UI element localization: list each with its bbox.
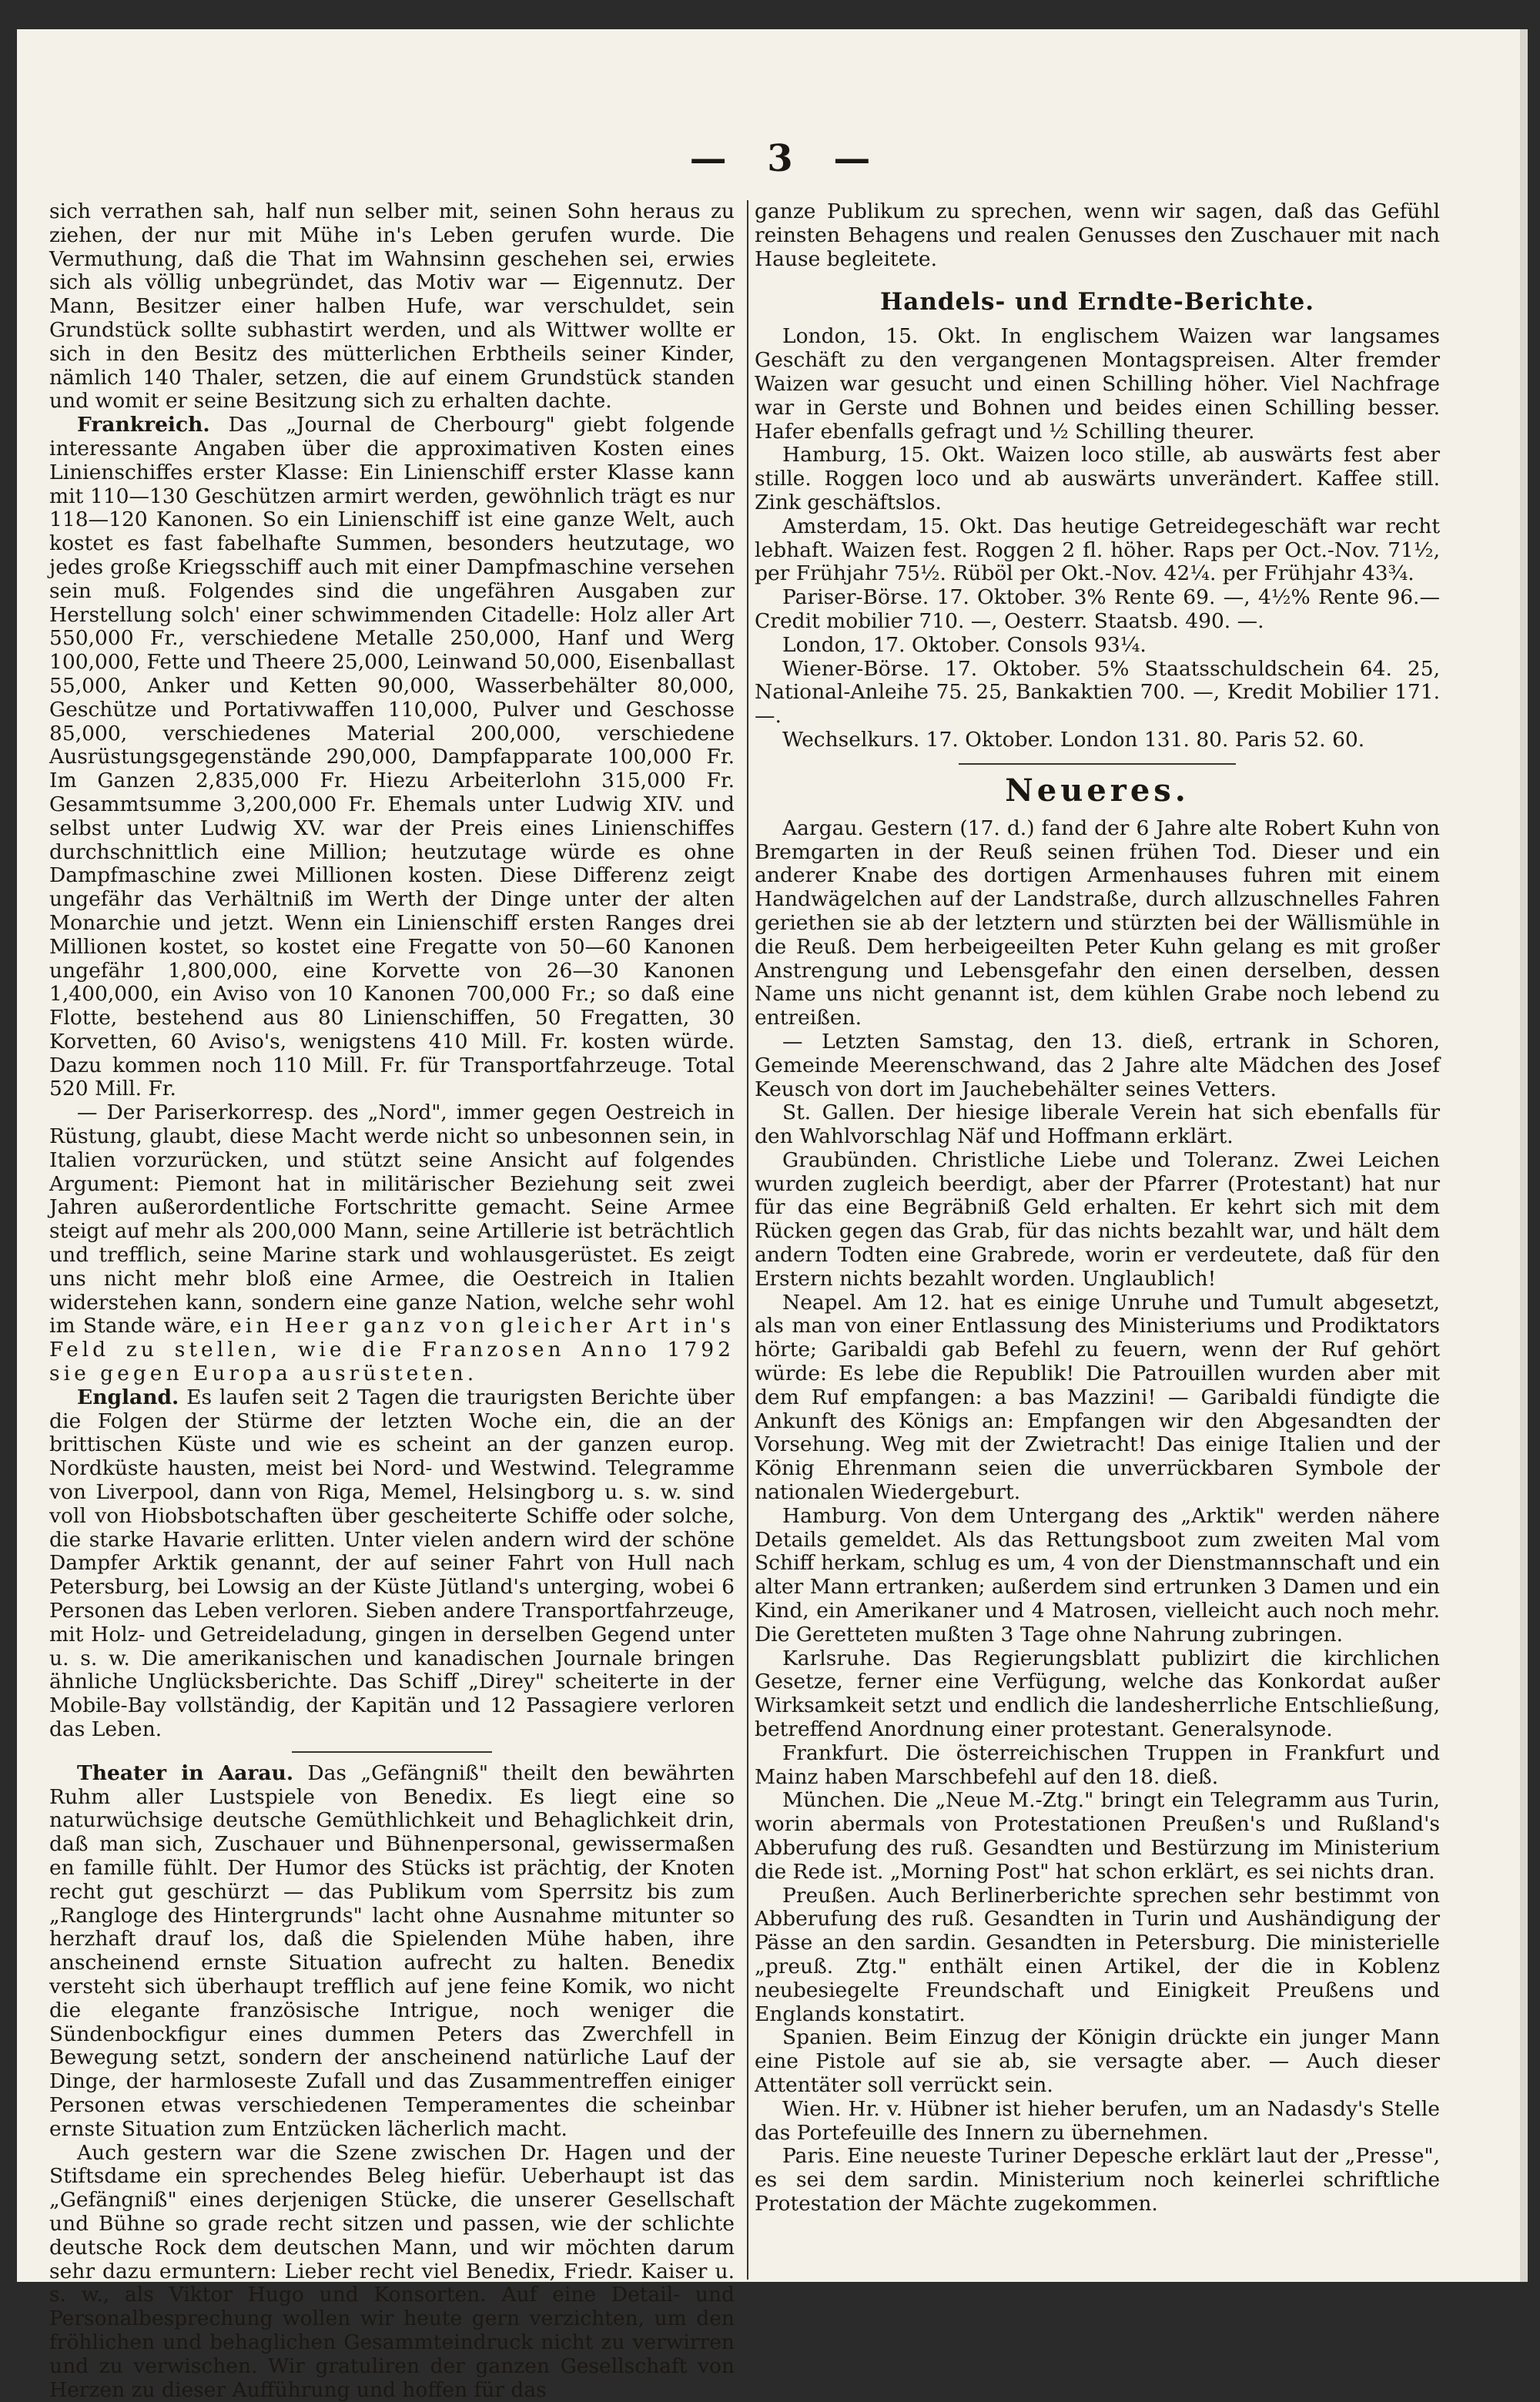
report-hamburg: Hamburg, 15. Okt. Waizen loco stille, ab auswärts fest aber stille. Roggen loco und ab auswärts unverändert. Kaffee still. Zink geschäftslos.	[755, 443, 1440, 514]
news-paris: Paris. Eine neueste Turiner Depesche erklärt laut der „Presse", es sei dem sardin. Ministerium noch keinerlei schriftliche Protestation der Mächte zugekommen.	[755, 2144, 1440, 2216]
news-muenchen: München. Die „Neue M.-Ztg." bringt ein Telegramm aus Turin, worin abermals von Protestationen Preußen's und Rußland's Abberufung des ruß. Gesandten und Bestürzung im Ministerium die Rede ist. „Morning Post" hat schon erklärt, es sei nichts dran.	[755, 1788, 1440, 1884]
boerse-london: London, 17. Oktober. Consols 93¼.	[782, 632, 1147, 657]
report-amsterdam: Amsterdam, 15. Okt. Das heutige Getreidegeschäft war recht lebhaft. Waizen fest. Roggen 2 fl. höher. Raps per Oct.-Nov. 71½, per Frühjahr 75½. Rüböl per Okt.-Nov. 42¼. per Frühjahr 43¾.	[755, 514, 1440, 586]
news-schoren: — Letzten Samstag, den 13. dieß, ertrank in Schoren, Gemeinde Meerenschwand, das 2 Jahre alte Mädchen des Josef Keusch von dort im Jauchebehälter seines Vetters.	[755, 1029, 1440, 1101]
news-graubuenden: Graubünden. Christliche Liebe und Toleranz. Zwei Leichen wurden zugleich beerdigt, aber der Pfarrer (Protestant) hat nur für das eine Begräbniß Geld erhalten. Er kehrt sich mit dem Rücken gegen das Grab, für das nichts bezahlt war, und hält dem andern Todten eine Grabrede, worin er verdeutete, daß für den Erstern nichts bezahlt worden. Unglaublich!	[755, 1147, 1440, 1291]
news-hamburg: Hamburg. Von dem Untergang des „Arktik" werden nähere Details gemeldet. Als das Rettungsboot zum zweiten Mal vom Schiff herkam, schlug es um, 4 von der Dienstmannschaft und ein alter Mann ertranken; außerdem sind ertrunken 3 Damen und ein Kind, ein Amerikaner und 4 Matrosen, vielleicht auch noch mehr. Die Geretteten mußten 3 Tage ohne Nahrung zubringen.	[755, 1503, 1440, 1647]
heading-england: England.	[77, 1385, 179, 1409]
news-wien: Wien. Hr. v. Hübner ist hieher berufen, um an Nadasdy's Stelle das Portefeuille des Innern zu übernehmen.	[755, 2096, 1440, 2145]
page-number: — 3 —	[689, 137, 885, 180]
divider	[292, 1751, 492, 1753]
text-nord-spaced: ein Heer ganz von gleicher Art in's Feld zu stellen, wie die Franzosen Anno 1792 sie gegen Europa ausrüsteten.	[49, 1314, 735, 1386]
article-frankreich	[49, 414, 735, 1101]
boerse-paris: Pariser-Börse. 17. Oktober. 3% Rente 69. —, 4½% Rente 96.— Credit mobilier 710. —, Oesterr. Staatsb. 490. —.	[755, 585, 1440, 633]
report-london: London, 15. Okt. In englischem Waizen war langsames Geschäft zu den vergangenen Montagspreisen. Alter fremder Waizen war gesucht und einen Schilling höher. Viel Nachfrage war in Gerste und Bohnen und beides einen Schilling besser. Hafer ebenfalls gefragt und ½ Schilling theurer.	[755, 324, 1440, 444]
text-frankreich: Das „Journal de Cherbourg" giebt folgende interessante Angaben über die approximativen Kosten eines Linienschiffes erster Klasse: Ein Linienschiff erster Klasse kann mit 110—130 Geschützen armirt werden, gewöhnlich trägt es nur 118—120 Kanonen. So ein Linienschiff ist eine ganze Welt, auch kostet es fast fabelhafte Summen, besonders heutzutage, wo jedes große Kriegsschiff auch mit einer Dampfmaschine versehen sein muß. Folgendes sind die ungefähren Ausgaben zur Herstellung solch' einer schwimmenden Citadelle: Holz aller Art 550,000 Fr., verschiedene Metalle 250,000, Hanf und Werg 100,000, Fette und Theere 25,000, Leinwand 50,000, Eisenballast 55,000, Anker und Ketten 90,000, Wasserbehälter 80,000, Geschütze und Portativwaffen 110,000, Pulver und Geschosse 85,000, verschiedenes Material 200,000, verschiedene Ausrüstungsgegenstände 290,000, Dampfapparate 100,000 Fr. Im Ganzen 2,835,000 Fr. Hiezu Arbeiterlohn 315,000 Fr. Gesammtsumme 3,200,000 Fr. Ehemals unter Ludwig XIV. und selbst unter Ludwig XV. war der Preis eines Linienschiffes durchschnittlich eine Million; heutzutage würde es ohne Dampfmaschine zwei Millionen kosten. Diese Differenz zeigt ungefähr das Verhältniß im Werth der Dinge unter der alten Monarchie und jetzt. Wenn ein Linienschiff ersten Ranges drei Millionen kostet, so kostet eine Fregatte von 50—60 Kanonen ungefähr 1,800,000, eine Korvette von 26—30 Kanonen 1,400,000, ein Aviso von 10 Kanonen 700,000 Fr.; so daß eine Flotte, bestehend aus 80 Linienschiffen, 50 Fregatten, 30 Korvetten, 60 Aviso's, wenigstens 410 Mill. Fr. kosten würde. Dazu kommen noch 110 Mill. Fr. für Transportfahrzeuge. Total 520 Mill. Fr.	[49, 413, 735, 1101]
news-preussen: Preußen. Auch Berlinerberichte sprechen sehr bestimmt von Abberufung des ruß. Gesandten in Turin und Aushändigung der Pässe an den sardin. Gesandten in Petersburg. Die ministerielle „preuß. Ztg." enthält einen Artikel, der die in Koblenz neubesiegelte Freundschaft und Einigkeit Preußens und Englands konstatirt.	[755, 1883, 1440, 2026]
wechselkurs: Wechselkurs. 17. Oktober. London 131. 80. Paris 52. 60.	[782, 727, 1365, 752]
news-spanien: Spanien. Beim Einzug der Königin drückte ein junger Mann eine Pistole auf sie ab, sie versagte aber. — Auch dieser Attentäter soll verrückt sein.	[755, 2025, 1440, 2097]
news-st-gallen: St. Gallen. Der hiesige liberale Verein hat sich ebenfalls für den Wahlvorschlag Näf und Hoffmann erklärt.	[755, 1100, 1440, 1149]
heading-frankreich: Frankreich.	[77, 413, 210, 437]
news-karlsruhe: Karlsruhe. Das Regierungsblatt publizirt die kirchlichen Gesetze, ferner eine Verfügung, welche das Konkordat außer Wirksamkeit setzt und endlich die landesherrliche Entschließung, betreffend Anordnung einer protestant. Generalsynode.	[755, 1646, 1440, 1742]
news-neapel: Neapel. Am 12. hat es einige Unruhe und Tumult abgesetzt, als man von einer Entlassung des Ministeriums und Prodiktators hörte; Garibaldi gab Befehl zu feuern, wenn der Ruf gehört würde: Es lebe die Republik! Die Patrouillen wurden aber mit dem Ruf empfangen: a bas Mazzini! — Garibaldi fündigte die Ankunft des Königs an: Empfangen wir den Abgesandten der Vorsehung. Weg mit der Zwietracht! Das einige Italien und der König Ehrenmann seien die unverrückbaren Symbole der nationalen Wiedergeburt.	[755, 1290, 1440, 1505]
column-rule	[747, 200, 748, 2280]
news-frankfurt: Frankfurt. Die österreichischen Truppen in Frankfurt und Mainz haben Marschbefehl auf den 18. dieß.	[755, 1740, 1440, 1789]
boerse-wien: Wiener-Börse. 17. Oktober. 5% Staatsschuldschein 64. 25, National-Anleihe 75. 25, Bankaktien 700. —, Kredit Mobilier 171. —.	[755, 656, 1440, 729]
text-england: Es laufen seit 2 Tagen die traurigsten Berichte über die Folgen der Stürme der letzten Woche ein, die an der brittischen Küste und wie es scheint an der ganzen europ. Nordküste hausten, meist bei Nord- und Westwind. Telegramme von Liverpool, dann von Riga, Memel, Helsingborg u. s. w. sind voll von Hiobsbotschaften über gescheiterte Schiffe oder solche, die starke Havarie erlitten. Unter vielen andern wird der schöne Dampfer Arktik genannt, der auf seiner Fahrt von Hull nach Petersburg, bei Lowsig an der Küste Jütland's unterging, wobei 6 Personen das Leben verloren. Sieben andere Transportfahrzeuge, mit Holz- und Getreideladung, gingen in derselben Gegend unter u. s. w. Die amerikanischen und kanadischen Journale bringen ähnliche Unglücksberichte. Das Schiff „Direy" scheiterte in der Mobile-Bay vollständig, der Kapitän und 12 Passagiere verloren das Leben.	[49, 1385, 735, 1741]
left-column	[49, 199, 735, 2402]
article-theater-2: Auch gestern war die Szene zwischen Dr. Hagen und der Stiftsdame ein sprechendes Beleg hiefür. Ueberhaupt ist das „Gefängniß" eines derjenigen Stücke, die unserer Gesellschaft und Bühne so grade recht sitzen und passen, wie der schlichte deutsche Rock dem deutschen Mann, und wir möchten darum sehr dazu ermuntern: Lieber recht viel Benedix, Friedr. Kaiser u. s. w., als Viktor Hugo und Konsorten. Auf eine Detail- und Personalbesprechung wollen wir heute gern verzichten, um den fröhlichen und behaglichen Gesammteindruck nicht zu verwirren und zu verwischen. Wir gratuliren der ganzen Gesellschaft von Herzen zu dieser Aufführung und hoffen für das	[49, 2140, 735, 2402]
article-continuation: sich verrathen sah, half nun selber mit, seinen Sohn heraus zu ziehen, der nur mit Mühe in's Leben gerufen wurde. Die Vermuthung, daß die That im Wahnsinn geschehen sei, erwies sich als völlig unbegründet, das Motiv war — Eigennutz. Der Mann, Besitzer einer halben Hufe, war verschuldet, sein Grundstück sollte subhastirt werden, und als Wittwer wollte er sich in den Besitz des mütterlichen Erbtheils seiner Kinder, nämlich 140 Thaler, setzen, die auf einem Grundstück standen und womit er seine Besitzung sich zu erhalten dachte.	[49, 199, 735, 414]
article-theater-end: ganze Publikum zu sprechen, wenn wir sagen, daß das Gefühl reinsten Behagens und realen Genusses den Zuschauer mit nach Hause begleitete.	[755, 199, 1440, 271]
divider	[959, 763, 1236, 765]
heading-theater: Theater in Aarau.	[77, 1760, 294, 1785]
section-title-neueres: Neueres.	[1005, 772, 1190, 809]
right-column	[755, 200, 1440, 2280]
news-aargau: Aargau. Gestern (17. d.) fand der 6 Jahre alte Robert Kuhn von Bremgarten in der Reuß seinen frühen Tod. Dieser und ein anderer Knabe des dortigen Armenhauses fuhren mit einem Handwägelchen auf der Landstraße, durch allzuschnelles Fahren geriethen sie ab der letztern und stürzten bei der Wällismühle in die Reuß. Dem herbeigeeilten Peter Kuhn gelang es mit großer Anstrengung und Lebensgefahr den einen derselben, dessen Name uns nicht genannt ist, dem kühlen Grabe noch lebend zu entreißen.	[755, 816, 1440, 1030]
article-nord	[49, 1101, 735, 1386]
text-theater: Das „Gefängniß" theilt den bewährten Ruhm aller Lustspiele von Benedix. Es liegt eine so naturwüchsige deutsche Gemüthlichkeit und Behaglichkeit drin, daß man sich, Zuschauer und Bühnenpersonal, gewissermaßen en famille fühlt. Der Humor des Stücks ist prächtig, der Knoten recht gut geschürzt — das Publikum vom Sperrsitz bis zum „Rangloge des Hintergrunds" lacht ohne Ausnahme mitunter so herzhaft drauf los, daß die Spielenden Mühe haben, ihre anscheinend ernste Situation aufrecht zu halten. Benedix versteht sich überhaupt trefflich auf jene feine Komik, wo nicht die elegante französische Intrigue, noch weniger die Sündenbockfigur eines dummen Peters das Zwerchfell in Bewegung setzt, sondern der anscheinend natürliche Lauf der Dinge, der harmloseste Zufall und das Zusammentreffen einiger Personen etwas verschiedenen Temperamentes die scheinbar ernste Situation zum Entzücken lächerlich macht.	[49, 1760, 735, 2141]
text-nord: — Der Pariserkorresp. des „Nord", immer gegen Oestreich in Rüstung, glaubt, diese Macht werde nicht so unbesonnen sein, in Italien vorzurücken, und stützt seine Ansicht auf folgendes Argument: Piemont hat in militärischer Beziehung seit zwei Jahren außerordentliche Fortschritte gemacht. Seine Armee steigt auf mehr als 200,000 Mann, seine Artillerie ist beträchtlich und trefflich, seine Marine stark und wohlausgerüstet. Es zeigt uns nicht mehr bloß eine Armee, die Oestreich in Italien widerstehen kann, sondern eine ganze Nation, welche sehr wohl im Stande wäre,	[49, 1100, 735, 1338]
article-england	[49, 1386, 735, 1742]
article-theater	[49, 1762, 735, 2142]
newspaper-page	[17, 29, 1528, 2402]
section-title-handel: Handels- und Erndte-Berichte.	[879, 288, 1315, 317]
